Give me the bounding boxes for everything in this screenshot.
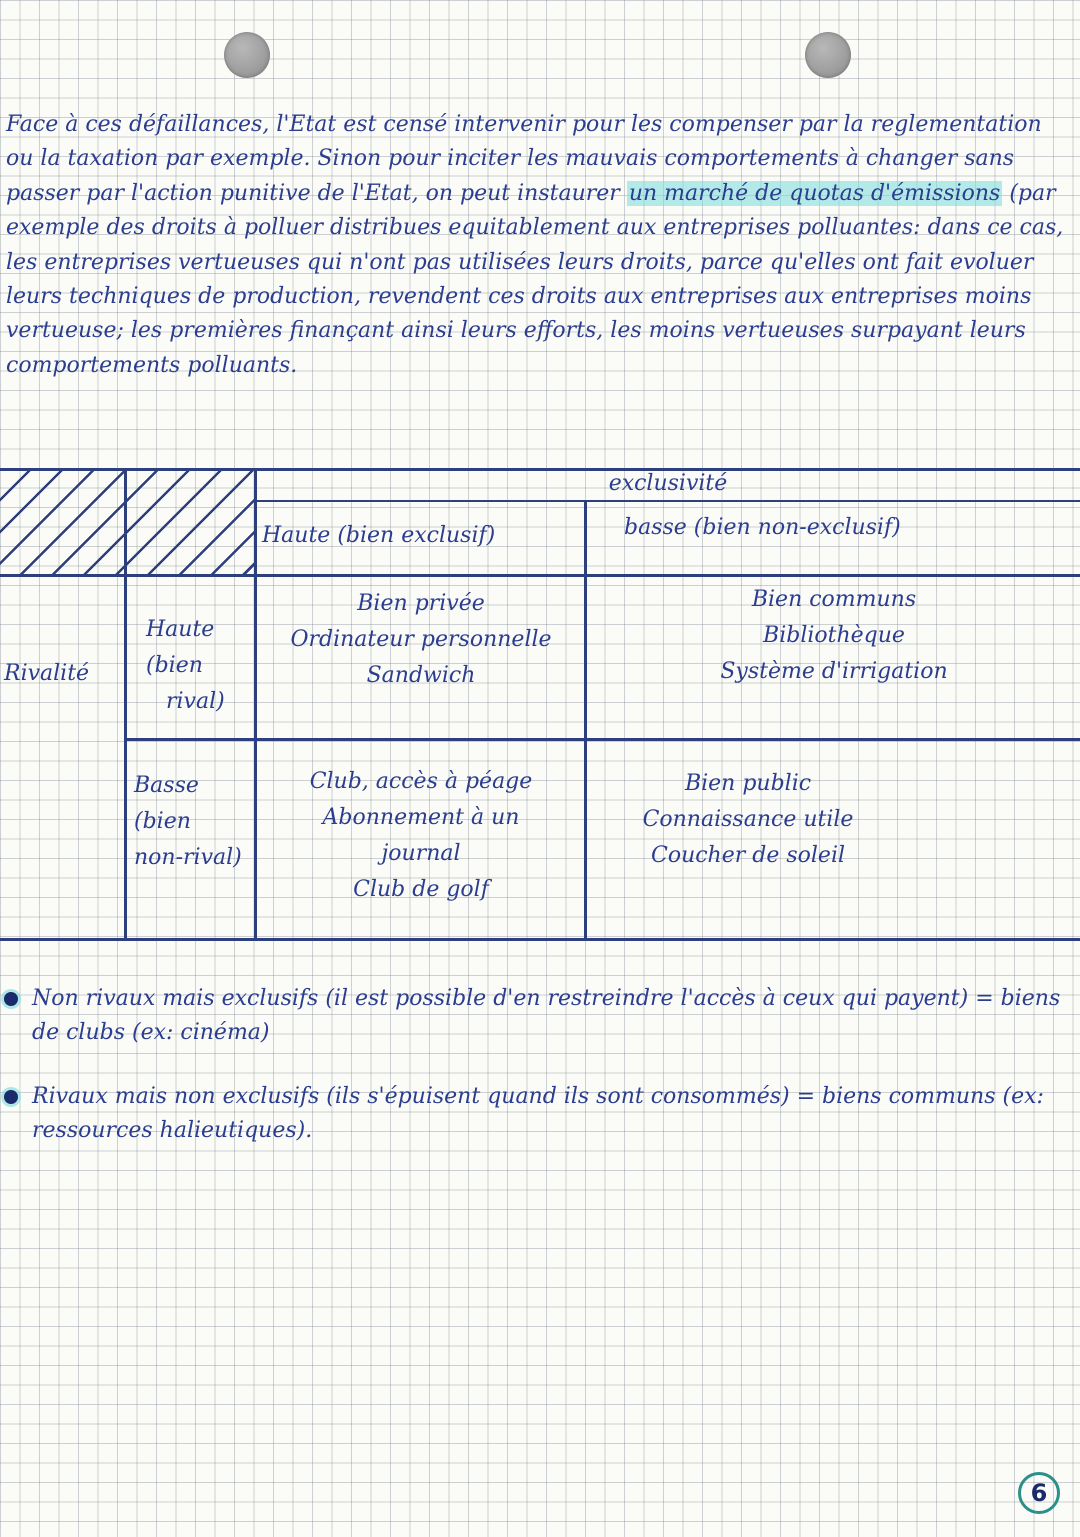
cell-club-good [258,764,584,908]
cell-line: Bien privée [357,591,485,616]
cell-line: Club de golf [353,877,489,902]
table-line-col-1 [124,470,127,940]
list-item [2,982,1076,1050]
row-header-low [134,768,254,876]
binder-hole-left [224,32,270,78]
cell-line: Abonnement à un [322,805,520,830]
bullet-icon [4,992,18,1006]
cell-line: Bien public [684,771,812,796]
row-high-line: Haute [146,617,215,642]
binder-hole-right [805,32,851,78]
cell-line: Système d'irrigation [720,659,948,684]
paragraph-part-1: Face à ces défaillances, l'Etat est censé intervenir pour les compenser par la reglementation ou la taxation par exemple. Sinon pour inciter les mauvais comportements à changer sans passer par l'action punitive de l'Etat, on peut instaurer [6,112,1042,206]
cell-line: Bien communs [751,587,917,612]
highlighted-term: un marché de quotas d'émissions [628,180,1001,206]
cell-line: Ordinateur personnelle [290,627,552,652]
list-item-text: Rivaux mais non exclusifs (ils s'épuisent quand ils sont consommés) = biens communs (ex: ressources halieutiques). [32,1084,1044,1143]
row-header-rivalry: Rivalité [4,661,90,686]
cell-line: Coucher de soleil [650,843,846,868]
table-hatched-corner [0,470,256,574]
cell-line: Bibliothèque [763,623,905,648]
cell-line: Club, accès à péage [309,769,533,794]
cell-line: Connaissance utile [642,807,854,832]
column-header-exclusivity: exclusivité [608,471,728,496]
intro-paragraph [6,108,1072,383]
cell-common-good [588,582,1080,690]
bullet-icon [4,1090,18,1104]
column-header-high: Haute (bien exclusif) [262,523,496,548]
table-line-bottom [0,938,1080,941]
row-high-line: rival) [166,689,225,714]
row-header-high [146,612,254,720]
table-line-col-2 [254,470,257,940]
paragraph-part-2: (par exemple des droits à polluer distribues equitablement aux entreprises polluantes: dans ce cas, les entreprises vertueuses qui n'ont pas utilisées leurs droits, parce qu'elles ont fait evoluer leurs techniques de production, revendent ces droits aux entreprises aux entreprises moins vertueuse; les premières finançant ainsi leurs efforts, les moins vertueuses surpayant leurs comportements polluants. [6,180,1064,378]
definitions-list [2,982,1076,1178]
list-item-text: Non rivaux mais exclusifs (il est possible d'en restreindre l'accès à ceux qui payent) = biens de clubs (ex: cinéma) [32,986,1061,1045]
row-low-line: non-rival) [134,845,242,870]
cell-private-good [258,586,584,694]
cell-public-good [588,766,908,874]
row-high-line: (bien [146,653,203,678]
table-line-middle [124,738,1080,741]
cell-line: journal [381,841,461,866]
table-line-header-bottom [0,574,1080,577]
table-line-col-3 [584,500,587,940]
list-item [2,1080,1076,1148]
row-low-line: Basse [134,773,199,798]
column-header-low: basse (bien non-exclusif) [624,515,901,540]
page-number: 6 [1018,1472,1060,1514]
cell-line: Sandwich [366,663,476,688]
row-low-line: (bien [134,809,191,834]
